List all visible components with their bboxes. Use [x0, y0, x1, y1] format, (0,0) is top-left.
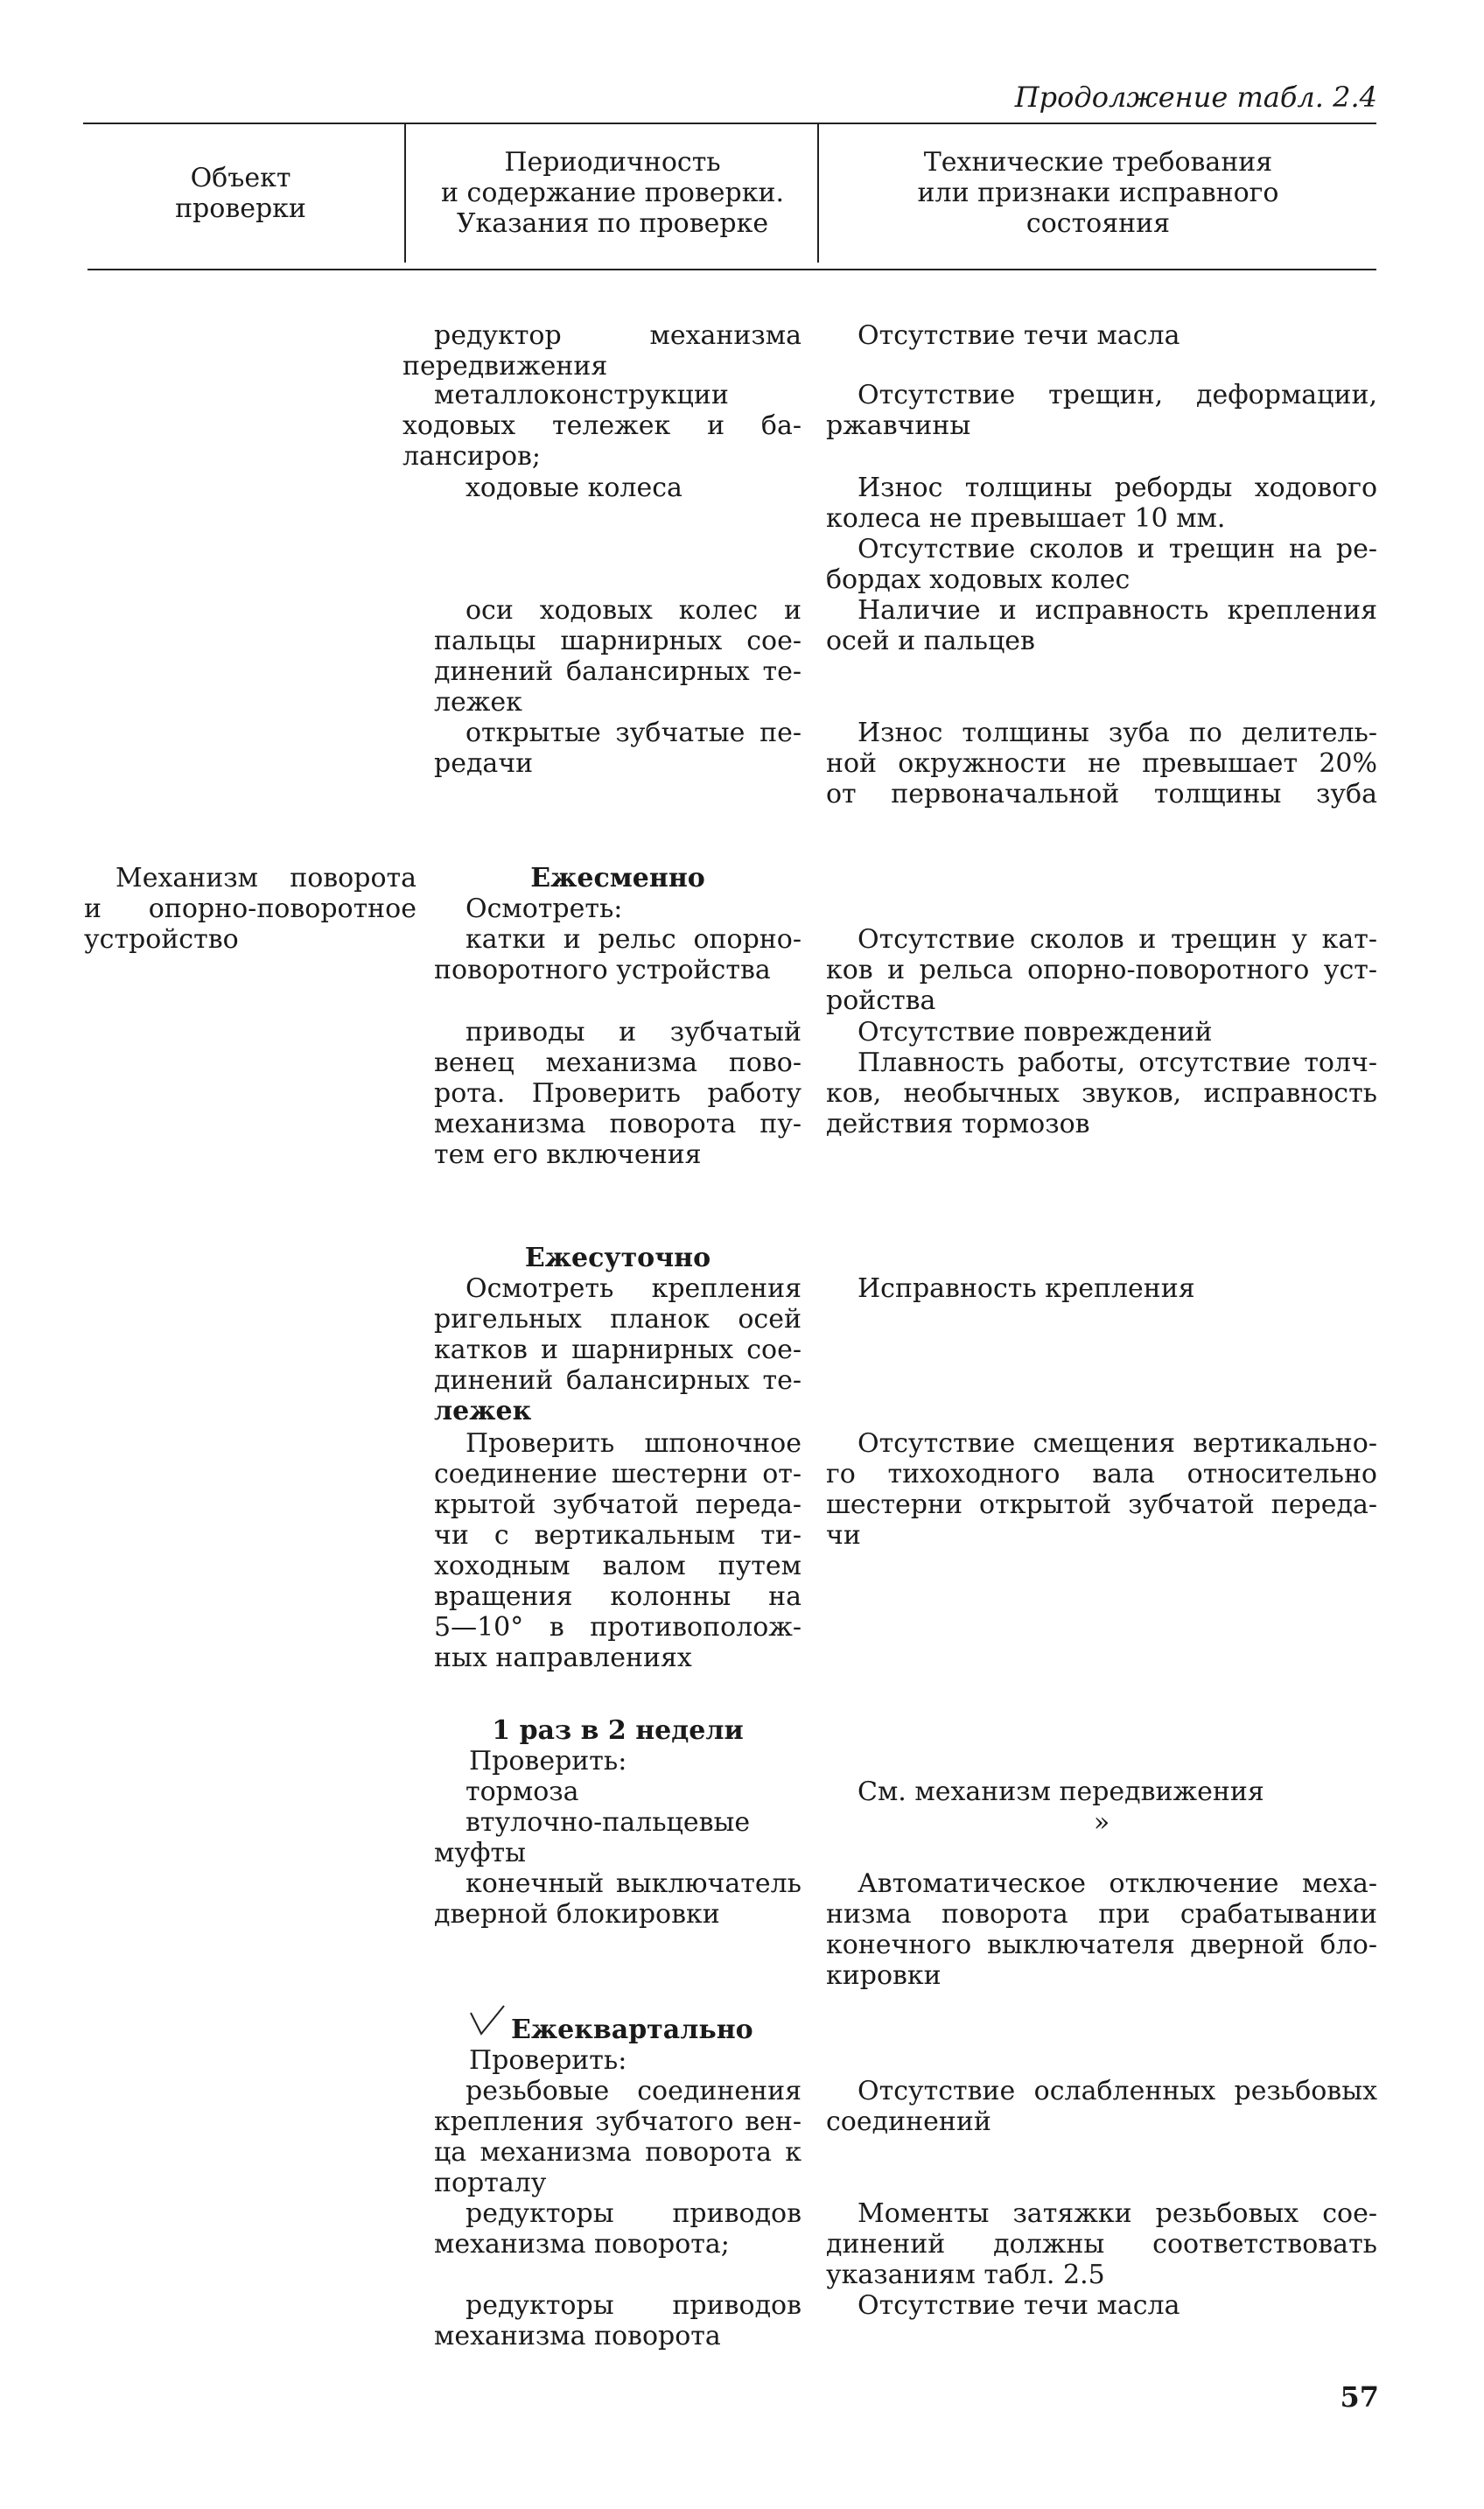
- row2-requirement: Отсутствие трещин, деформации, ржавчины: [826, 380, 1377, 441]
- row6-check: катки и рельс опорно- поворотного устройства: [434, 924, 802, 985]
- header-divider-1: [404, 124, 406, 263]
- row5-check: открытые зубчатые пе- редачи: [434, 718, 802, 779]
- row4-check: оси ходовых колес и пальцы шарнирных сое- динений балансирных те- лежек: [434, 595, 802, 718]
- row9-check: Проверить шпоночное соединение шестерни от- крытой зубчатой переда- чи с вертикальным ти- хоходным валом путем вращения колонны на 5—10° в противополож- ных направлениях: [434, 1428, 802, 1673]
- row11-check: втулочно-пальцевые муфты: [434, 1807, 751, 1868]
- row14-requirement: Моменты затяжки резьбовых сое- динений должны соответствовать указаниям табл. 2.5: [826, 2198, 1377, 2290]
- period-daily: Ежесуточно: [524, 1243, 711, 1273]
- row3-check: ходовые колеса: [466, 473, 682, 503]
- check-label: Проверить:: [469, 1746, 627, 1777]
- header-requirements: Технические требования или признаки исправного состояния: [917, 147, 1279, 239]
- row7-requirement: Отсутствие повреждений Плавность работы, отсутствие толч- ков, необычных звуков, исправность действия тормозов: [826, 1017, 1377, 1139]
- period-quarterly: Ежеквартально: [511, 2015, 753, 2045]
- row9-requirement: Отсутствие смещения вертикально- го тихоходного вала относительно шестерни открытой зубчатой переда- чи: [826, 1428, 1377, 1551]
- row3-requirement: Износ толщины реборды ходового колеса не превышает 10 мм. Отсутствие сколов и трещин на ре- бордах ходовых колес: [826, 473, 1377, 595]
- row1-check: редуктор механизма передвижения: [402, 320, 802, 382]
- row2-check: металлоконструкции: [434, 380, 729, 410]
- row1-requirement: Отсутствие течи масла: [858, 320, 1180, 351]
- row15-check: редукторы приводов механизма поворота: [434, 2290, 802, 2351]
- row4-requirement: Наличие и исправность крепления осей и пальцев: [826, 595, 1377, 656]
- header-object: Объект проверки: [175, 163, 306, 224]
- row8-requirement: Исправность крепления: [858, 1273, 1195, 1304]
- check-label-2: Проверить:: [469, 2045, 627, 2076]
- period-biweekly: 1 раз в 2 недели: [492, 1715, 744, 1746]
- row10-requirement: См. механизм передвижения: [858, 1777, 1264, 1807]
- inspect-label: Осмотреть:: [466, 894, 623, 924]
- row13-check: резьбовые соединения крепления зубчатого вен- ца механизма поворота к порталу: [434, 2076, 802, 2198]
- row6-requirement: Отсутствие сколов и трещин у кат- ков и рельса опорно-поворотного уст- ройства: [826, 924, 1377, 1016]
- object-rotation-mechanism: Механизм поворота и опорно-поворотное устройство: [84, 863, 416, 955]
- row15-requirement: Отсутствие течи масла: [858, 2290, 1180, 2321]
- row14-check: редукторы приводов механизма поворота;: [434, 2198, 802, 2260]
- page-number: 57: [1340, 2380, 1379, 2414]
- check-mark-icon: [469, 2004, 508, 2043]
- row8-check: Осмотреть крепления ригельных планок осей катков и шарнирных сое- динений балансирных те- лежек: [434, 1273, 802, 1426]
- row12-requirement: Автоматическое отключение меха- низма поворота при срабатывании конечного выключателя дверной бло- кировки: [826, 1868, 1377, 1991]
- row10-check: тормоза: [466, 1777, 579, 1807]
- row13-requirement: Отсутствие ослабленных резьбовых соединений: [826, 2076, 1377, 2137]
- period-per-shift: Ежесменно: [530, 863, 705, 894]
- header-period: Периодичность и содержание проверки. Указания по проверке: [441, 147, 784, 239]
- header-divider-2: [817, 124, 819, 263]
- row12-check: конечный выключатель дверной блокировки: [434, 1868, 802, 1930]
- row5-requirement: Износ толщины зуба по делитель- ной окружности не превышает 20% от первоначальной толщины зуба: [826, 718, 1377, 809]
- row2-check-cont: ходовых тележек и ба- лансиров;: [402, 410, 802, 472]
- header-top-rule: [83, 123, 1376, 124]
- table-caption: Продолжение табл. 2.4: [1014, 81, 1377, 114]
- row7-check: приводы и зубчатый венец механизма пово- рота. Проверить работу механизма поворота пу- тем его включения: [434, 1017, 802, 1170]
- row11-requirement: »: [1093, 1807, 1110, 1838]
- header-bottom-rule: [88, 269, 1376, 270]
